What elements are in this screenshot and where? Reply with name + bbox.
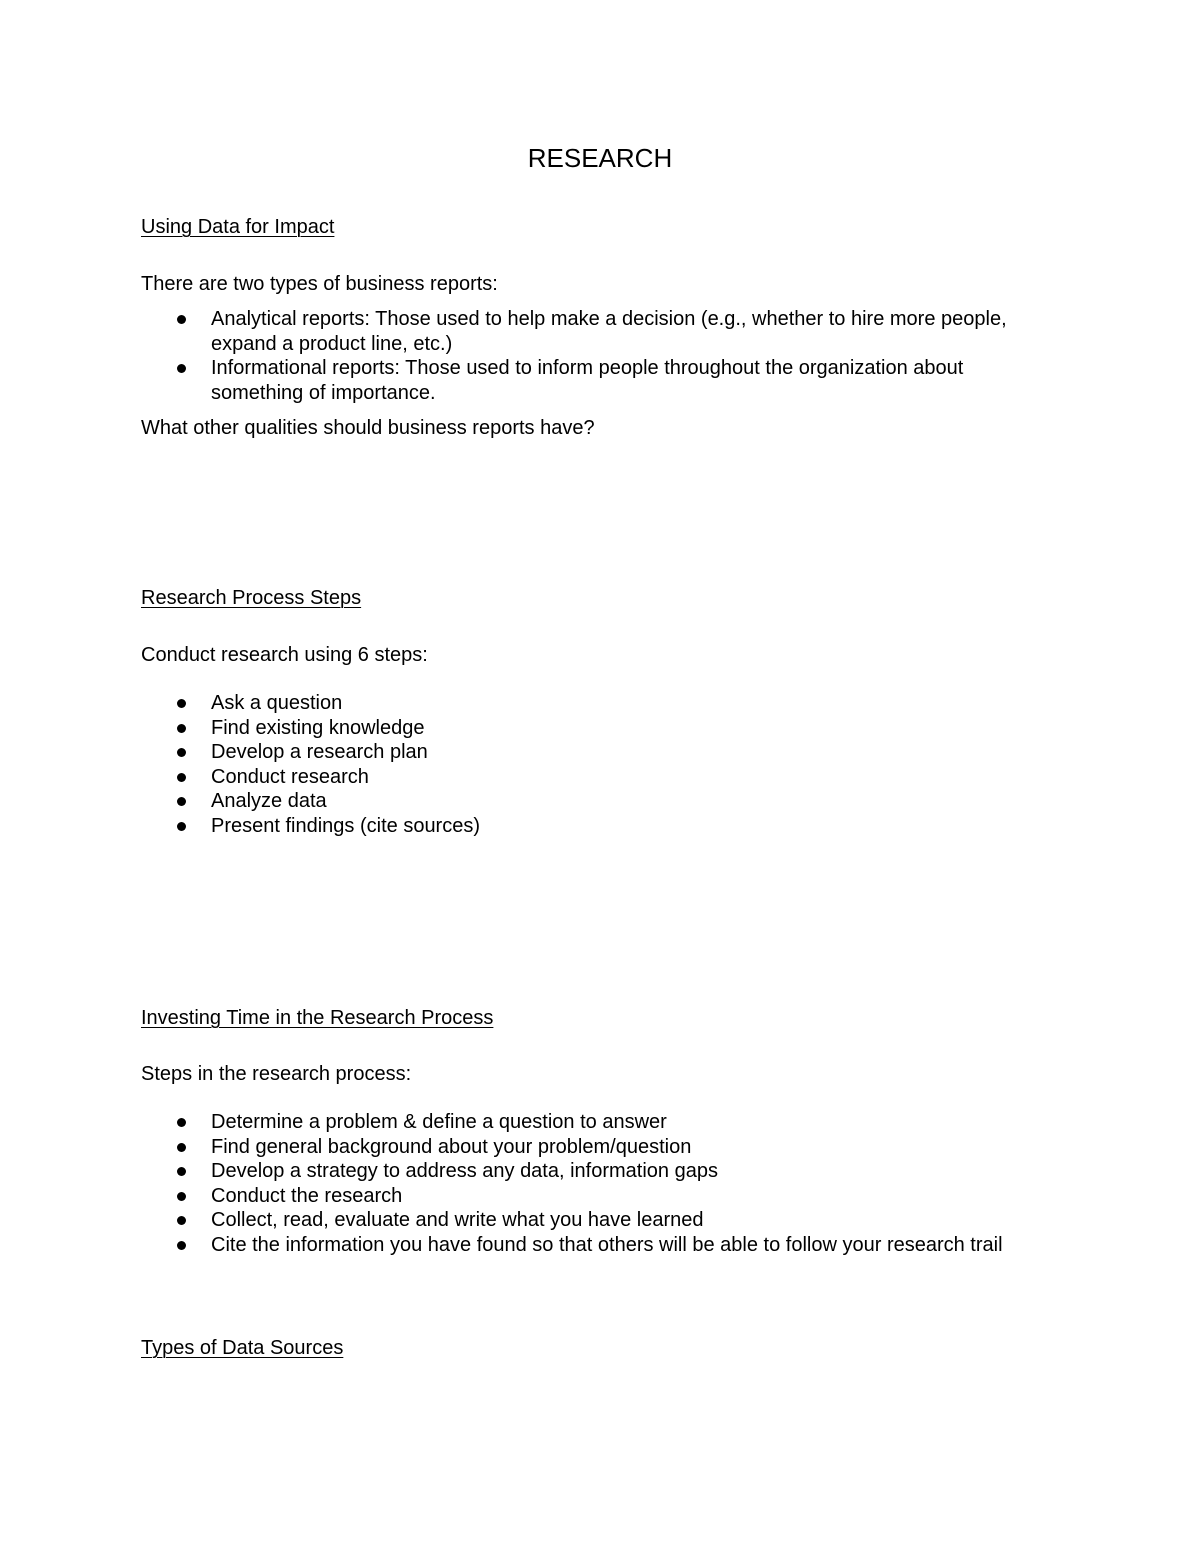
section-intro-investing-time: Steps in the research process: bbox=[141, 1063, 412, 1085]
section-heading-research-process: Research Process Steps bbox=[141, 587, 362, 609]
list-item-text: Informational reports: Those used to inform people throughout the organization about something of importance. bbox=[211, 357, 964, 404]
list-item bbox=[0, 307, 1041, 356]
list-item-text: Present findings (cite sources) bbox=[211, 814, 481, 837]
list-item bbox=[0, 691, 1041, 716]
list-item bbox=[0, 765, 1041, 790]
list-item bbox=[0, 1110, 1041, 1135]
list-item-text: Develop a research plan bbox=[211, 741, 428, 763]
list-item-text: Find existing knowledge bbox=[211, 716, 425, 739]
document-title: RESEARCH bbox=[527, 143, 673, 173]
section-heading-using-data: Using Data for Impact bbox=[141, 216, 335, 238]
report-types-list bbox=[0, 307, 1050, 405]
process-steps-list bbox=[0, 1110, 1050, 1257]
research-steps-list bbox=[0, 691, 1050, 838]
list-item bbox=[0, 1135, 1041, 1160]
list-item-text: Conduct research bbox=[211, 765, 369, 788]
bullet-icon bbox=[177, 1216, 186, 1225]
list-item-text: Find general background about your problem/question bbox=[211, 1135, 692, 1158]
bullet-icon bbox=[177, 1192, 186, 1201]
bullet-icon bbox=[177, 699, 186, 708]
list-item-text: Collect, read, evaluate and write what you have learned bbox=[211, 1209, 704, 1231]
list-item-text: Develop a strategy to address any data, information gaps bbox=[211, 1160, 718, 1182]
bullet-icon bbox=[177, 822, 186, 831]
list-item bbox=[0, 1233, 1041, 1258]
list-item bbox=[0, 814, 1041, 839]
list-item bbox=[0, 1208, 1041, 1233]
section-heading-investing-time: Investing Time in the Research Process bbox=[141, 1007, 494, 1029]
list-item-text: Analytical reports: Those used to help make a decision (e.g., whether to hire more people, expand a product line, etc.) bbox=[211, 308, 1007, 355]
bullet-icon bbox=[177, 315, 186, 324]
section-intro-research-process: Conduct research using 6 steps: bbox=[141, 644, 428, 666]
list-item-text: Ask a question bbox=[211, 692, 343, 714]
section-question-using-data: What other qualities should business reports have? bbox=[141, 417, 595, 439]
bullet-icon bbox=[177, 1118, 186, 1127]
bullet-icon bbox=[177, 1143, 186, 1152]
list-item-text: Conduct the research bbox=[211, 1184, 403, 1207]
section-heading-data-sources: Types of Data Sources bbox=[141, 1337, 344, 1359]
bullet-icon bbox=[177, 773, 186, 782]
list-item bbox=[0, 1159, 1041, 1184]
list-item-text: Cite the information you have found so that others will be able to follow your research trail bbox=[211, 1233, 1003, 1256]
list-item bbox=[0, 356, 1041, 405]
bullet-icon bbox=[177, 1241, 186, 1250]
bullet-icon bbox=[177, 797, 186, 806]
bullet-icon bbox=[177, 1167, 186, 1176]
list-item-text: Analyze data bbox=[211, 790, 327, 812]
bullet-icon bbox=[177, 748, 186, 757]
bullet-icon bbox=[177, 724, 186, 733]
list-item-text: Determine a problem & define a question to answer bbox=[211, 1111, 667, 1133]
list-item bbox=[0, 740, 1041, 765]
list-item bbox=[0, 1184, 1041, 1209]
list-item bbox=[0, 789, 1041, 814]
list-item bbox=[0, 716, 1041, 741]
bullet-icon bbox=[177, 364, 186, 373]
section-intro-using-data: There are two types of business reports: bbox=[141, 273, 498, 295]
